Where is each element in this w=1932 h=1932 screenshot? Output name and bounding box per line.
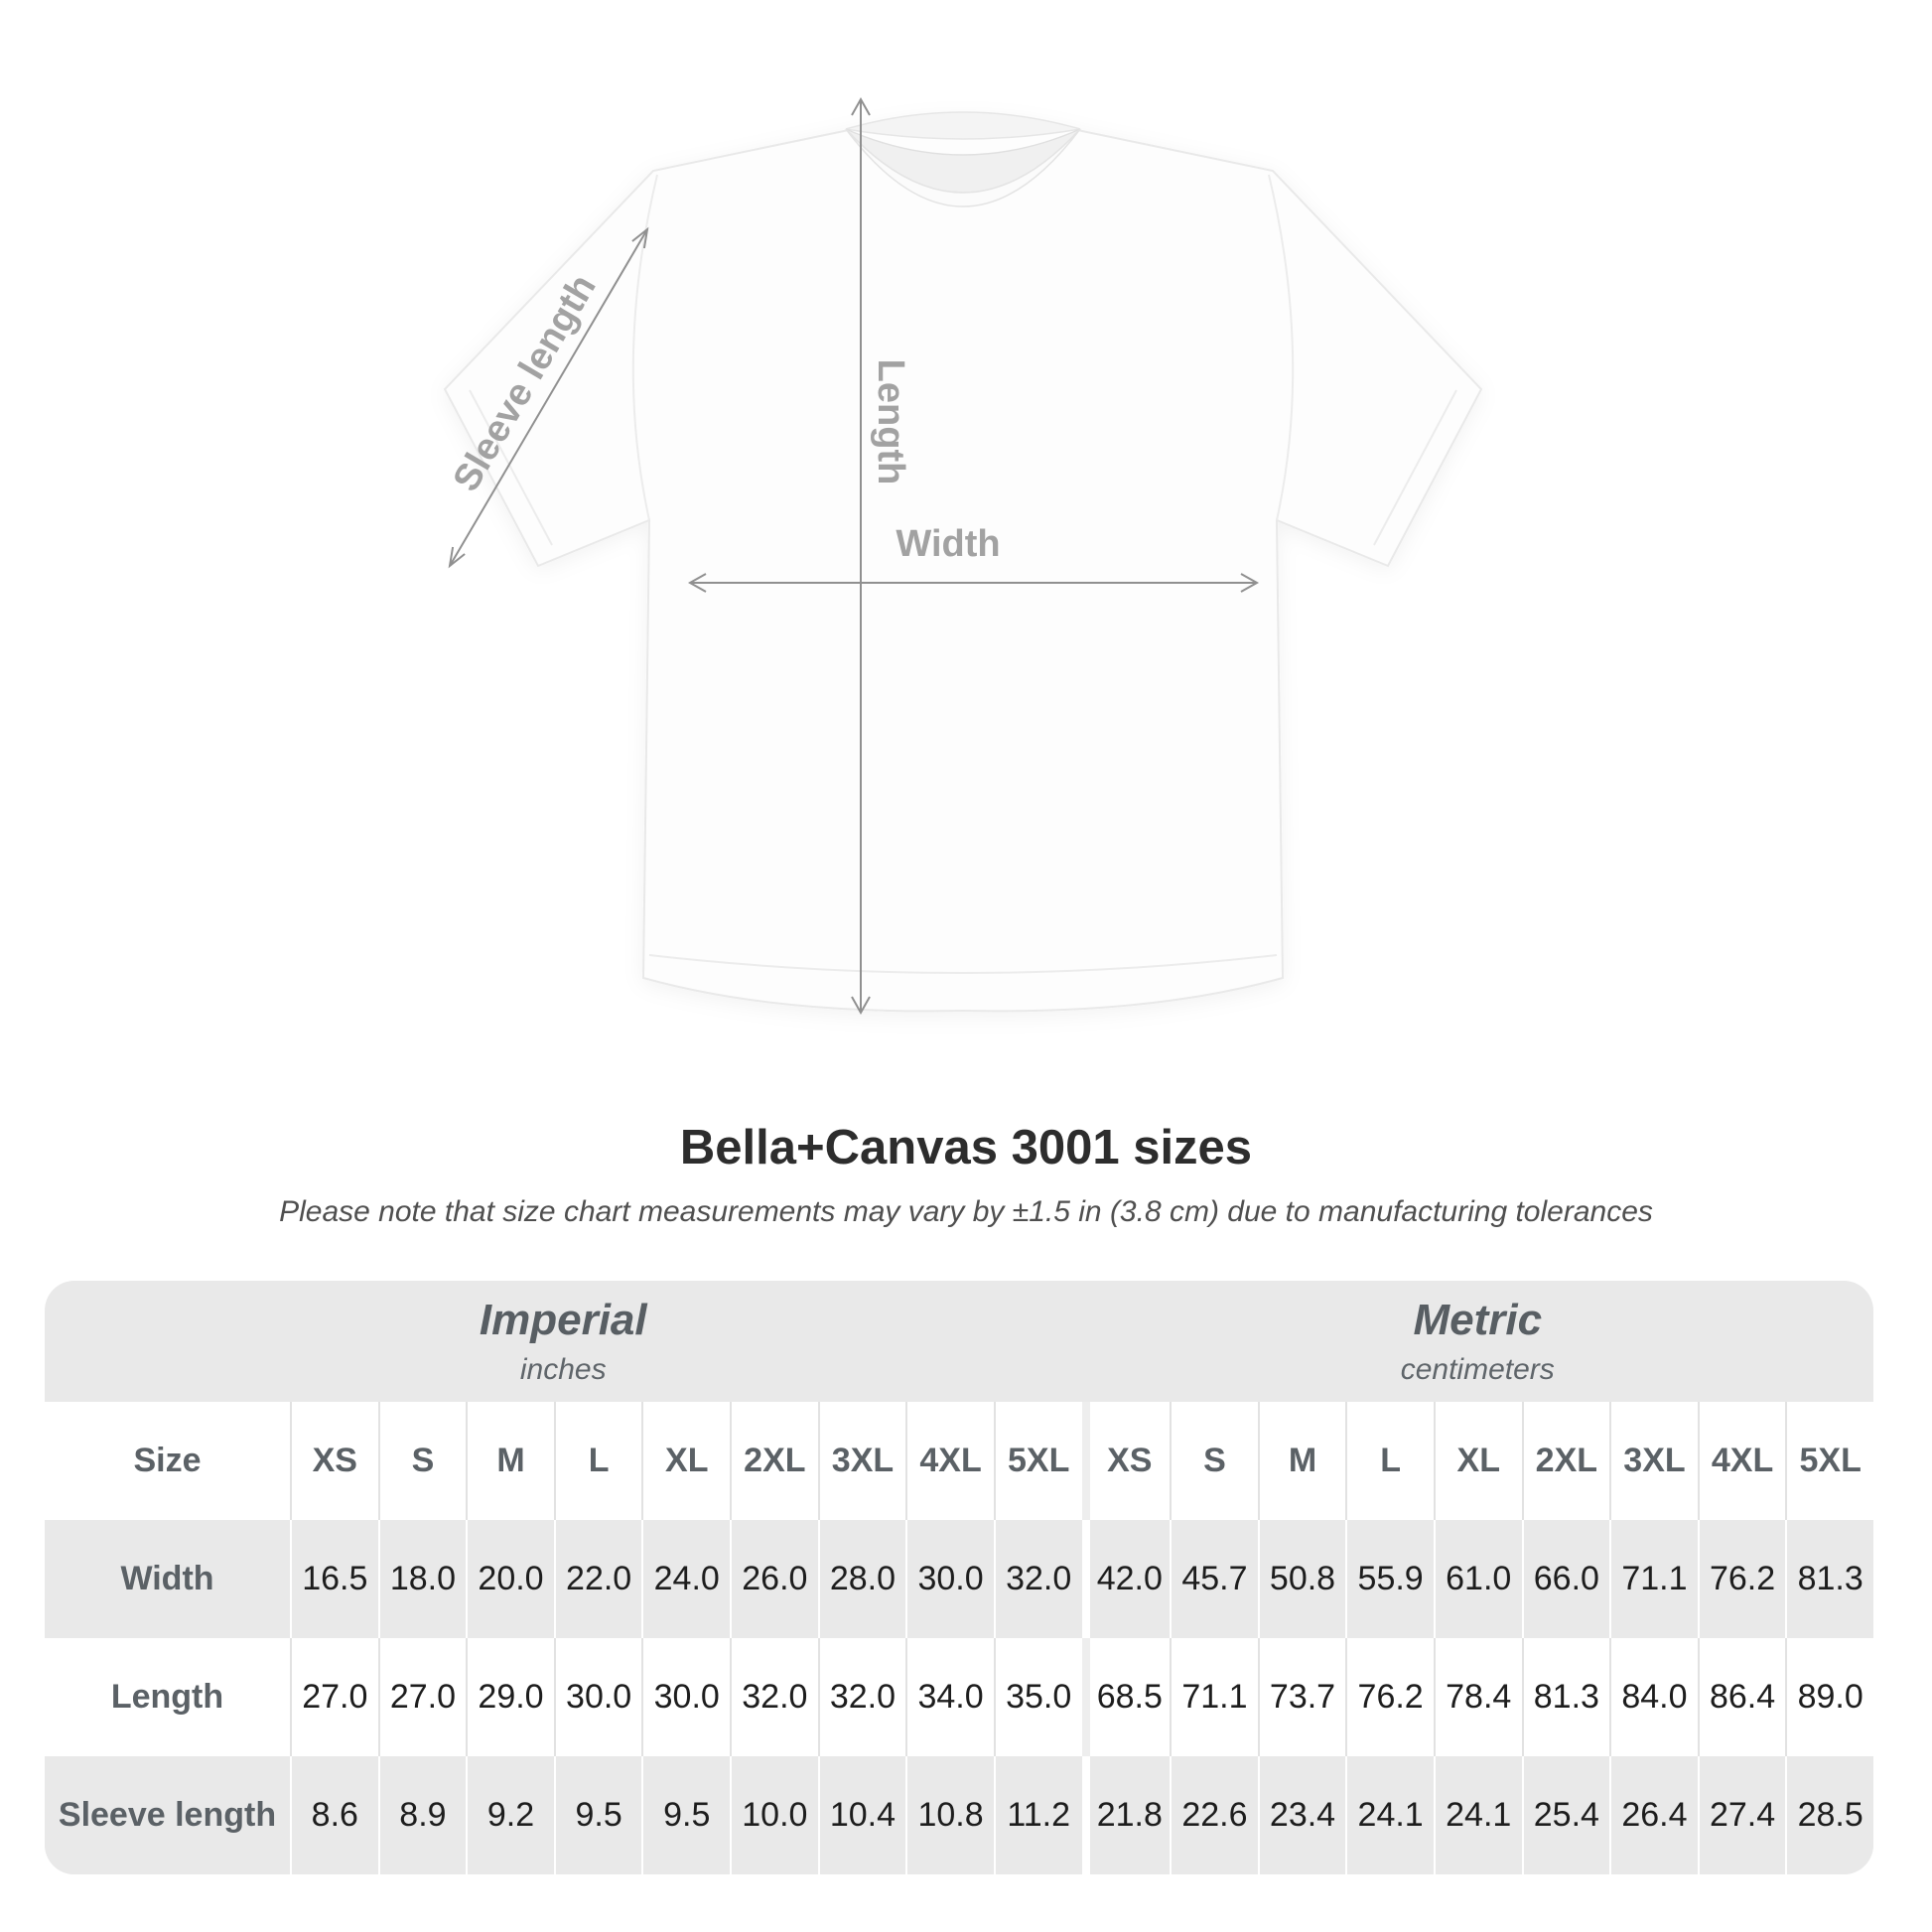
size-col-header: 3XL: [818, 1402, 906, 1520]
data-cell: 24.1: [1434, 1756, 1522, 1874]
data-cell: 27.0: [290, 1638, 378, 1756]
metric-section-header: [1082, 1281, 1874, 1402]
data-cell: 68.5: [1082, 1638, 1171, 1756]
data-cell: 29.0: [466, 1638, 554, 1756]
data-cell: 23.4: [1258, 1756, 1346, 1874]
size-col-header: XL: [1434, 1402, 1522, 1520]
data-cell: 35.0: [994, 1638, 1082, 1756]
data-cell: 26.0: [730, 1520, 818, 1638]
data-cell: 25.4: [1522, 1756, 1610, 1874]
size-row-label: Size: [133, 1442, 202, 1479]
size-table: [45, 1281, 1873, 1874]
size-col-header: 4XL: [1698, 1402, 1786, 1520]
data-cell: 76.2: [1698, 1520, 1786, 1638]
data-cell: 86.4: [1698, 1638, 1786, 1756]
size-col-header: M: [466, 1402, 554, 1520]
size-col-header: XS: [1082, 1402, 1171, 1520]
size-col-header: 3XL: [1609, 1402, 1698, 1520]
data-cell: 30.0: [641, 1638, 730, 1756]
data-cell: 32.0: [730, 1638, 818, 1756]
data-cell: 32.0: [994, 1520, 1082, 1638]
metric-section-header-unit: centimeters: [1400, 1353, 1555, 1386]
imperial-section-header: [45, 1281, 1082, 1402]
data-cell: 55.9: [1345, 1520, 1434, 1638]
data-cell: 42.0: [1082, 1520, 1171, 1638]
size-col-header: XS: [290, 1402, 378, 1520]
data-cell: 61.0: [1434, 1520, 1522, 1638]
row-label: Length: [110, 1678, 224, 1716]
page-title: Bella+Canvas 3001 sizes: [679, 1121, 1253, 1174]
data-cell: 22.0: [554, 1520, 642, 1638]
size-col-header: M: [1258, 1402, 1346, 1520]
table-row: [45, 1756, 1873, 1874]
length-label: Length: [870, 358, 911, 485]
sleeve-length-label: Sleeve length: [445, 267, 605, 499]
data-cell: 11.2: [994, 1756, 1082, 1874]
size-col-header: S: [1170, 1402, 1258, 1520]
data-cell: 34.0: [905, 1638, 994, 1756]
row-label: Sleeve length: [58, 1796, 277, 1834]
data-cell: 9.2: [466, 1756, 554, 1874]
data-cell: 30.0: [905, 1520, 994, 1638]
data-cell: 50.8: [1258, 1520, 1346, 1638]
data-cell: 9.5: [641, 1756, 730, 1874]
data-cell: 71.1: [1609, 1520, 1698, 1638]
data-cell: 10.8: [905, 1756, 994, 1874]
size-col-header: S: [378, 1402, 467, 1520]
data-cell: 10.0: [730, 1756, 818, 1874]
metric-section-header-label: Metric: [1413, 1296, 1543, 1344]
data-cell: 27.0: [378, 1638, 467, 1756]
data-cell: 24.1: [1345, 1756, 1434, 1874]
data-cell: 9.5: [554, 1756, 642, 1874]
data-cell: 16.5: [290, 1520, 378, 1638]
data-cell: 78.4: [1434, 1638, 1522, 1756]
data-cell: 71.1: [1170, 1638, 1258, 1756]
data-cell: 18.0: [378, 1520, 467, 1638]
data-cell: 73.7: [1258, 1638, 1346, 1756]
data-cell: 24.0: [641, 1520, 730, 1638]
data-cell: 76.2: [1345, 1638, 1434, 1756]
data-cell: 21.8: [1082, 1756, 1171, 1874]
size-col-header: XL: [641, 1402, 730, 1520]
row-label: Width: [120, 1560, 214, 1597]
data-cell: 45.7: [1170, 1520, 1258, 1638]
imperial-section-header-unit: inches: [519, 1353, 607, 1386]
size-col-header: 5XL: [1785, 1402, 1873, 1520]
sleeve-arrowhead-bottom: [450, 547, 465, 566]
data-cell: 8.9: [378, 1756, 467, 1874]
table-row: [45, 1520, 1873, 1638]
size-col-header: 2XL: [1522, 1402, 1610, 1520]
data-cell: 30.0: [554, 1638, 642, 1756]
table-row: [45, 1638, 1873, 1756]
size-col-header: L: [1345, 1402, 1434, 1520]
size-col-header: 2XL: [730, 1402, 818, 1520]
data-cell: 89.0: [1785, 1638, 1873, 1756]
size-col-header: 4XL: [905, 1402, 994, 1520]
size-header-row: [45, 1402, 1873, 1520]
data-cell: 20.0: [466, 1520, 554, 1638]
data-cell: 66.0: [1522, 1520, 1610, 1638]
size-col-header: L: [554, 1402, 642, 1520]
data-cell: 8.6: [290, 1756, 378, 1874]
data-cell: 81.3: [1522, 1638, 1610, 1756]
imperial-section-header-label: Imperial: [479, 1296, 647, 1344]
data-cell: 28.5: [1785, 1756, 1873, 1874]
tolerance-note: Please note that size chart measurements may vary by ±1.5 in (3.8 cm) due to manufacturing tolerances: [279, 1195, 1653, 1228]
data-cell: 26.4: [1609, 1756, 1698, 1874]
data-cell: 81.3: [1785, 1520, 1873, 1638]
data-cell: 27.4: [1698, 1756, 1786, 1874]
unit-header-band: [45, 1281, 1873, 1402]
size-col-header: 5XL: [994, 1402, 1082, 1520]
data-cell: 84.0: [1609, 1638, 1698, 1756]
data-cell: 32.0: [818, 1638, 906, 1756]
width-label: Width: [896, 523, 1001, 565]
data-cell: 28.0: [818, 1520, 906, 1638]
data-cell: 10.4: [818, 1756, 906, 1874]
data-cell: 22.6: [1170, 1756, 1258, 1874]
